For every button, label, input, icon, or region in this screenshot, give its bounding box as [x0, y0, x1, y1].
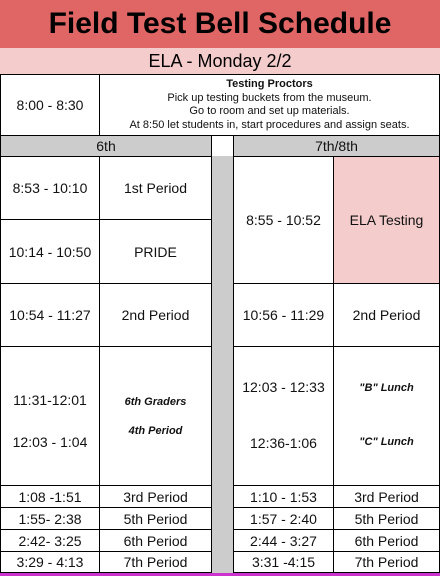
proctor-line: Pick up testing buckets from the museum.	[167, 91, 372, 104]
grade6-time: 10:14 - 10:50	[0, 219, 100, 284]
grade6-activity: PRIDE	[99, 219, 212, 284]
grade78-lunch-activity	[333, 346, 440, 486]
grade78-activity: 7th Period	[333, 551, 440, 573]
proctor-instructions	[99, 74, 440, 136]
grade6-time: 3:29 - 4:13	[0, 551, 100, 573]
grade78-time: 3:31 -4:15	[233, 551, 334, 573]
grade6-lunch-activity	[99, 346, 212, 486]
grade78-activity: 6th Period	[333, 529, 440, 552]
grade6-time: 1:08 -1:51	[0, 485, 100, 508]
grade6-activity: 1st Period	[99, 156, 212, 220]
grade6-activity: 6th Graders	[124, 395, 187, 408]
grade6-time: 12:03 - 1:04	[12, 434, 88, 450]
grade6-time: 11:31-12:01	[13, 392, 87, 408]
grade78-time: 2:44 - 3:27	[233, 529, 334, 552]
grade78-lunch-times	[233, 346, 334, 486]
proctor-line: At 8:50 let students in, start procedures and assign seats.	[129, 118, 410, 131]
grade6-time: 8:53 - 10:10	[0, 156, 100, 220]
grade6-activity: 4th Period	[128, 424, 183, 437]
proctor-heading: Testing Proctors	[226, 78, 313, 90]
grade6-time: 1:55- 2:38	[0, 507, 100, 530]
grade78-time: 1:10 - 1:53	[233, 485, 334, 508]
grade6-lunch-times	[0, 346, 100, 486]
proctor-line: Go to room and set up materials.	[189, 105, 350, 117]
grade78-activity: 3rd Period	[333, 485, 440, 508]
column-separator	[211, 156, 234, 573]
grade78-time: 10:56 - 11:29	[233, 283, 334, 347]
grade6-activity: 7th Period	[99, 551, 212, 573]
grade6-time: 2:42- 3:25	[0, 529, 100, 552]
page-subtitle: ELA - Monday 2/2	[0, 48, 440, 74]
grade6-time: 10:54 - 11:27	[0, 283, 100, 347]
grade78-activity: 2nd Period	[333, 283, 440, 347]
grade78-header: 7th/8th	[233, 135, 440, 157]
grade78-time: 8:55 - 10:52	[233, 156, 334, 284]
grade78-time: 1:57 - 2:40	[233, 507, 334, 530]
grade6-activity: 6th Period	[99, 529, 212, 552]
grade6-header: 6th	[0, 135, 212, 157]
grade78-activity: "C" Lunch	[359, 436, 414, 448]
grade78-activity: "B" Lunch	[359, 382, 414, 394]
grade6-activity: 5th Period	[99, 507, 212, 530]
page-title: Field Test Bell Schedule	[0, 0, 440, 48]
grade78-activity: 5th Period	[333, 507, 440, 530]
grade78-activity-testing: ELA Testing	[333, 156, 440, 284]
grade6-activity: 3rd Period	[99, 485, 212, 508]
grade78-time: 12:36-1:06	[250, 435, 317, 451]
proctor-time: 8:00 - 8:30	[0, 74, 100, 136]
grade78-time: 12:03 - 12:33	[242, 379, 325, 395]
grade6-activity: 2nd Period	[99, 283, 212, 347]
